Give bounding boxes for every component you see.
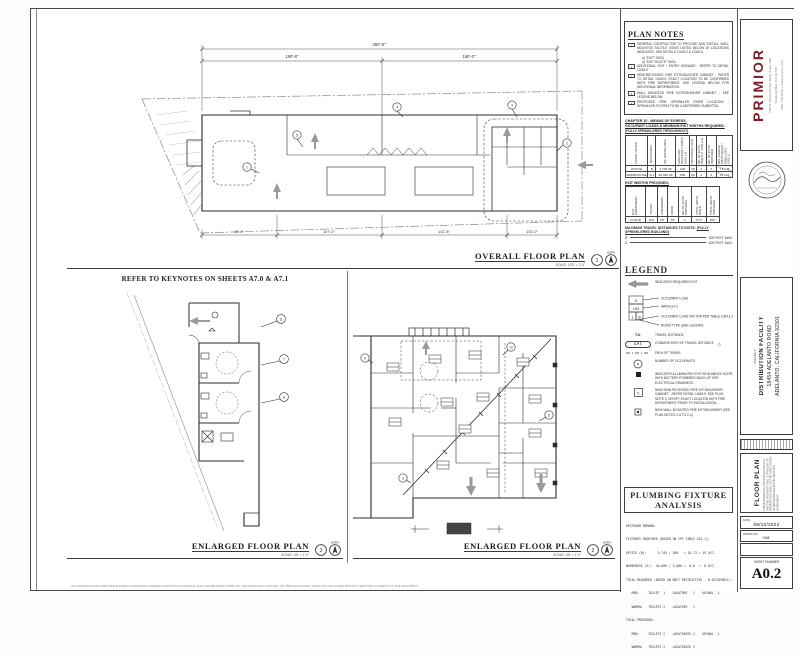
occupant-count-circle-icon [625,359,651,369]
keynote-marker: 7 [283,357,285,362]
td-key: T.D. [634,333,642,337]
titleblock-column [737,9,795,592]
svg-text:F: F [636,390,640,396]
project-label: PROJECT: [752,348,757,364]
building-outline [187,111,557,211]
note-number: 3 [628,74,635,79]
note-text: ADDITIONAL EXIT / ENTRY SIGNAGE - REFER TO DETAIL 12/A9.0 [637,63,729,72]
dim-b2: 107'-0" [323,230,335,234]
site-detail [411,523,503,534]
dim-b3: 142'-8" [438,230,450,234]
legend-text: COMMON PATH OF TRAVEL DISTANCE [655,340,714,345]
plumbing-line: MEN: TOILET 1 LAVATORY 1 URINAL 1 [626,591,720,596]
sheet-number: A0.2 [751,566,782,582]
travel-note: (FULLY SPRINKLERED BUILDING) [625,226,709,234]
plumbing-section [624,487,733,659]
svg-text:B: B [638,314,641,319]
panel-scale-enlarged-mid: SCALE: 1/8" = 1'-0" [553,553,581,557]
travel-row: S 400 FEET MAX. [625,241,733,245]
fixtures [201,353,233,442]
note-number: 1 [628,43,635,48]
keynote-marker: 9 [364,356,366,361]
legend-callout: ROOM TYPE (SEE LEGEND) [661,323,704,327]
legend-callout: OCCUPANT LOAD [661,296,689,300]
dock-doors [409,328,469,336]
required-exit-arrow-icon [625,280,651,288]
cpt-key: C.P.T. [625,341,651,348]
legend-text: NUMBER OF OCCUPANTS [655,358,695,363]
enlarged-mid-titlebar [353,539,615,559]
exit-sign-icon [625,372,651,377]
property-line [127,293,224,531]
egress-heading1: CHAPTER 10 - MEANS OF EGRESS: [625,119,687,123]
north-arrow-icon [609,256,614,264]
legend-text: PATH OF TRAVEL [655,351,682,356]
parking-stalls [157,111,200,165]
egress-heading3: (FULLY SPRINKLERED THROUGHOUT) [625,129,689,133]
travel-title: MAXIMUM TRAVEL DISTANCES TO EXITS: [625,226,696,230]
keynote-marker: 5 [548,413,550,418]
plumbing-line: OFFICE (B): 3,745 / 200 = 18.73 = 19 OCC. [626,550,716,555]
exit-arrow-icon [189,317,210,325]
firm-address-line: 800.738.0970 | www.primior.com [779,60,784,110]
dim-right: 160'-0" [462,54,476,59]
svg-text:150: 150 [632,305,640,311]
exit-widths-table: EXIT COMPONENT STAIRS CORRIDORS DOOR NO. OF EXITS PROVIDED TOTAL WIDTH REQ'D TOTAL WIDTH PROVIDED FLOOR N/A 80" 36" 4 77.6" 360" [625,186,720,223]
legend-text: NEW SEMI-RECESSED FIRE EXTINGUISHER CABINET - REFER DETAIL 13/A9.0. SEE PLAN NOTE 3. VERIFY EXACT LOCATION WITH FIRE DEPARTMENT PRIOR TO INSTALLATION. [655,388,726,405]
note-text: SEMI-RECESSED FIRE EXTINGUISHER CABINET - REFER TO DETAIL 13/A9.0. EXACT LOCATION TO BE CONFIRMED WITH FIRE DEPARTMENT. SEE LEGEND BELOW FOR ADDITIONAL INFORMATION [637,73,729,90]
disclaimer-text: THESE DRAWINGS AND SPECIFICATIONS ARE THE PROPERTY AND COPYRIGHT OF PRIMIOR AND SHALL NOT BE USED ON ANY OTHER WORK EXCEPT BY WRITTEN AGREEMENT. [762,456,780,511]
north-label: NORTH [606,251,616,255]
detail-bubbles [313,539,343,557]
keynote-marker: 11 [279,317,283,322]
fec-semi-recessed-icon [625,388,651,397]
note-subitem: a) "EXIT" SIGN [642,55,664,60]
panel-title-enlarged-mid: ENLARGED FLOOR PLAN [463,540,581,551]
travel-row: B 300 FEET MAX. [625,235,733,240]
keynote-marker: 12 [509,345,513,350]
legend-text: NEW WALL MOUNTED FIRE EXTINGUISHER (SEE PLAN NOTES 2-A TO 2-C) [655,408,731,417]
architect-stamp [746,157,788,203]
occupant-box-legend [625,292,733,330]
note-number: 2 [628,64,635,69]
sheet-title: FLOOR PLAN [753,459,761,507]
drawn-by-value: DM [763,536,770,540]
detail-number: 2 [591,548,595,554]
svg-text:S: S [634,297,638,303]
hatch-area [183,165,201,215]
detail-bubbles [585,539,615,557]
svg-text:1: 1 [631,314,634,319]
panel-scale-enlarged-left: SCALE: 1/8" = 1'-0" [281,553,309,557]
legend-text: INDICATES REQUIRED EXIT [655,280,698,284]
svg-text:#: # [636,361,640,367]
north-arrow-icon [605,546,610,554]
note-text: WALL MOUNTED FIRE EXTINGUISHER CABINET - SEE LEGEND BELOW [637,90,729,99]
enlarged-left-titlebar [67,539,343,559]
occupant-load-table: FLOOR / SPACE OCCUPANCY SQ. GROSS AREA AREA PER OCCUPANT (TABLE 1004.1.2) OCCUPANT LOAD NO. OF EXITS REQ'D (T. 1006.2.1) NO. OF EXITS PROVIDED MIN. EGRESS WIDTH REQ'D / PROV. (SEC. 1005.1) OFFICE B 3,745 SF 100 38 2 2 7.6 / 36 WAREHOUSE S-1 40,000 SF 500 80 2 2 16 / 72 [626,136,731,177]
keynote-marker: 3 [511,103,513,108]
project-info-box [740,277,793,435]
copyright-strip: ALL DRAWINGS AND WRITTEN MATERIAL APPEARING HEREIN CONSTITUTE ORIGINAL AND UNPUBLISHED WORK OF THE ARCHITECT AND MAY NOT BE DUPLICATED, USED OR DISCLOSED WITHOUT WRITTEN CONSENT OF THE ARCHITECT. [71,584,419,588]
plumbing-line: WAREHOUSE (S): 40,000 / 5,000 = 8.0 = 8 OCC. [626,564,716,569]
revision-hatch-band [740,439,793,450]
drawn-by-row [740,530,793,542]
legend-callout: OCCUPANT LOAD FACTOR PER TABLE 1004.1.2 [661,314,733,318]
date-value: 08/10/2022 [753,522,780,527]
plumbing-line: TOTAL PROVIDED: [626,618,654,623]
detail-number: 1 [595,258,599,264]
sheet-number-label: SHEET NUMBER [753,560,780,564]
dim-total: 350'-8" [372,42,386,47]
enlarged-floor-plan-left-drawing [39,291,339,537]
firm-address-line: Diamond Bar, CA 91765 [773,66,778,104]
legend-callout: AREA (S.F.) [661,304,679,308]
keynote-marker: 8 [283,395,285,400]
firm-address-line: 750 N. Diamond Bar Blvd, Suite 188 [767,57,772,113]
panel-scale-overall: SCALE: 1/32" = 1'-0" [555,263,585,267]
revision-cloud [213,119,568,221]
spare-row [740,543,793,556]
north-arrow-icon [333,546,338,554]
exit-widths-title: EXIT WIDTHS PROVIDED: [625,181,670,185]
keynote-marker: 3 [402,476,404,481]
enlarged-floor-plan-mid-drawing [351,303,619,545]
overall-floor-plan-titlebar [67,249,619,269]
note-subitem: b) "EXIT ROUTE" SIGN [642,59,676,64]
plumbing-line: WOMEN: TOILETS 2 LAVATORY 1 [626,604,695,609]
note-number: 4 [628,91,635,96]
panel-title-enlarged-left: ENLARGED FLOOR PLAN [191,540,309,551]
north-label: NORTH [330,541,340,545]
keynote-marker: 5 [296,133,298,138]
legend-section [625,265,733,420]
project-address: 18454 ADELANTO ROAD [766,325,773,387]
drawn-by-label: DRAWN BY [743,532,758,536]
detail-bubbles [589,249,619,267]
drawing-sheet [30,8,794,650]
fec-wall-mounted-icon [625,408,651,416]
project-name: DISTRIBUTION FACILITY [758,316,765,396]
note-text: GENERAL CONTRACTOR TO PROVIDE AND INSTALL WALL MOUNTED TACTILE SIGNS LISTED BELOW AT LOCATIONS INDICATED. SEE DETAILS 10/A9.0 & 11/A9.0: [637,42,729,54]
path-of-travel-line-icon [625,351,651,355]
north-label: NORTH [602,541,612,545]
legend-text: TRAVEL DISTANCE [655,333,684,337]
keynote-banner: REFER TO KEYNOTES ON SHEETS A7.0 & A7.1 [121,275,289,283]
sheet-title-box [740,453,793,513]
dim-b1: 45'-0" [234,230,244,234]
plan-notes-box [624,21,733,115]
dim-left: 190'-8" [285,54,299,59]
project-address: ADELANTO, CALIFORNIA 92301 [774,316,781,396]
plumbing-line: WOMEN: TOILETS 2 LAVATORIES 2 [626,645,695,650]
keynote-marker: 2 [566,141,568,146]
plumbing-line: TOTAL REQUIRED (BASED ON MOST RESTRICTIVE - B OCCUPANCY): [626,577,733,582]
firm-logo: PRIMIOR [749,48,766,122]
firm-logo-box [740,19,793,151]
plumbing-line: MEN: TOILETS 2 LAVATORIES 2 URINAL 1 [626,631,720,636]
sheet-number-box [740,557,793,589]
legend-text: INDICATES ILLUMINATED EXIT SIGN ABOVE DOOR WITH BATTERY POWERED BACK-UP. SEE ELECTRICAL DRAWINGS. [655,372,733,385]
plumbing-line: RESTROOM DEMAND: [626,523,656,528]
egress-section [625,119,733,245]
keynote-marker: 4 [396,105,398,110]
panel-divider [347,271,348,563]
legend-title: LEGEND [625,265,733,276]
interior-walls [287,115,557,211]
notes-column [620,9,737,650]
keynote-marker: 1 [246,165,248,170]
property-line [142,91,582,233]
dim-b4: 102'-0" [526,230,538,234]
plan-notes-title: PLAN NOTES [628,30,684,39]
overall-floor-plan-drawing [37,15,619,251]
note-text: PROPOSED FIRE SPRINKLER RISER LOCATION - SPRINKLER SYSTEM TO BE A DEFERRED SUBMITTAL [637,100,729,109]
note-number: 5 [628,101,635,106]
exit-arrow-icon [273,127,593,199]
egress-heading2: OCCUPANT LOADS & MINIMUM EXIT WIDTHS REQUIRED: [625,124,725,128]
warning-triangle-icon: △ [717,340,721,346]
date-row [740,516,793,529]
panel-title-overall: OVERALL FLOOR PLAN [475,250,585,261]
date-label: DATE [743,518,751,522]
plumbing-title: PLUMBING FIXTURE ANALYSIS [624,487,733,513]
detail-number: 3 [319,548,323,554]
plumbing-line: FIXTURES REQUIRED (BASED ON CPC TABLE 422.1): [626,537,710,542]
